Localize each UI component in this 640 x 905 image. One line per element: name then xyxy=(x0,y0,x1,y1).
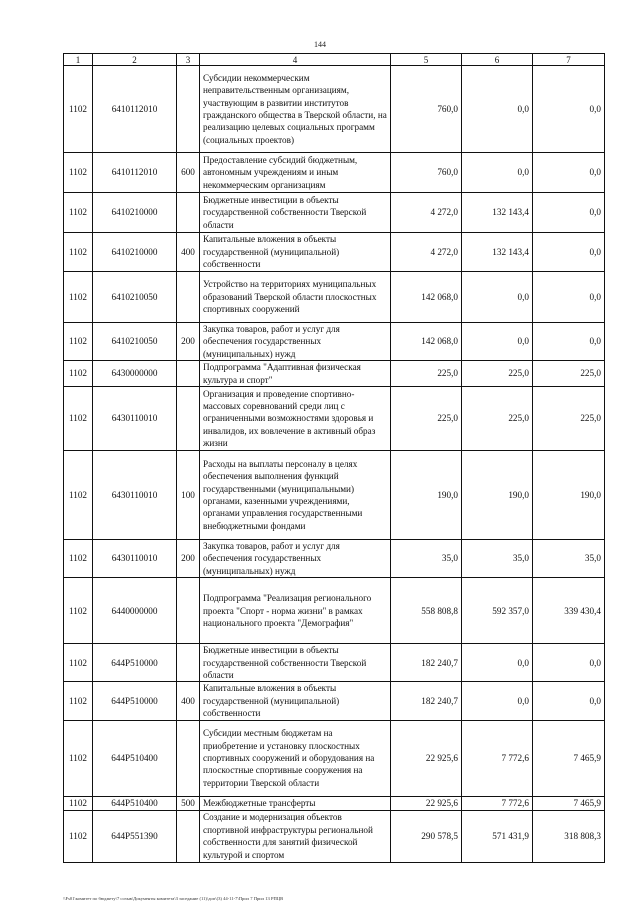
table-row xyxy=(64,193,605,233)
amount-col6-cell: 0,0 xyxy=(462,682,533,720)
expense-type-cell: 100 xyxy=(177,451,200,540)
expense-type-cell xyxy=(177,66,200,153)
amount-col6-cell: 7 772,6 xyxy=(462,720,533,796)
target-code-cell: 644P510400 xyxy=(93,796,177,810)
table-row xyxy=(64,796,605,810)
description-cell: Закупка товаров, работ и услуг для обеспечения государственных (муниципальных) нужд xyxy=(200,323,391,361)
amount-col5-cell: 225,0 xyxy=(391,387,462,451)
amount-col6-cell: 132 143,4 xyxy=(462,233,533,272)
amount-col7-cell: 0,0 xyxy=(533,193,605,233)
expense-type-cell: 200 xyxy=(177,540,200,578)
section-cell: 1102 xyxy=(64,387,93,451)
section-cell: 1102 xyxy=(64,720,93,796)
target-code-cell: 6410210000 xyxy=(93,193,177,233)
section-cell: 1102 xyxy=(64,810,93,862)
amount-col7-cell: 318 808,3 xyxy=(533,810,605,862)
target-code-cell: 6410210050 xyxy=(93,272,177,323)
amount-col6-cell: 0,0 xyxy=(462,644,533,682)
table-row xyxy=(64,720,605,796)
target-code-cell: 6430000000 xyxy=(93,361,177,387)
expense-type-cell xyxy=(177,720,200,796)
section-cell: 1102 xyxy=(64,451,93,540)
expense-type-cell: 600 xyxy=(177,153,200,193)
amount-col7-cell: 7 465,9 xyxy=(533,720,605,796)
target-code-cell: 6410210000 xyxy=(93,233,177,272)
table-row xyxy=(64,451,605,540)
header-col-1: 1 xyxy=(64,54,93,66)
target-code-cell: 6410210050 xyxy=(93,323,177,361)
section-cell: 1102 xyxy=(64,682,93,720)
table-header-row xyxy=(64,54,605,66)
expense-type-cell: 500 xyxy=(177,796,200,810)
expense-type-cell: 400 xyxy=(177,682,200,720)
expense-type-cell xyxy=(177,578,200,644)
table-row xyxy=(64,578,605,644)
description-cell: Организация и проведение спортивно-массовых соревнований среди лиц с ограниченными возможностями здоровья и инвалидов, их вовлечение в активный образ жизни xyxy=(200,387,391,451)
section-cell: 1102 xyxy=(64,66,93,153)
description-cell: Межбюджетные трансферты xyxy=(200,796,391,810)
amount-col5-cell: 558 808,8 xyxy=(391,578,462,644)
amount-col5-cell: 4 272,0 xyxy=(391,233,462,272)
amount-col6-cell: 0,0 xyxy=(462,323,533,361)
expense-type-cell xyxy=(177,361,200,387)
description-cell: Предоставление субсидий бюджетным, автономным учреждениям и иным некоммерческим организациям xyxy=(200,153,391,193)
expense-type-cell: 400 xyxy=(177,233,200,272)
target-code-cell: 6410112010 xyxy=(93,153,177,193)
amount-col5-cell: 142 068,0 xyxy=(391,272,462,323)
target-code-cell: 6410112010 xyxy=(93,66,177,153)
expense-type-cell xyxy=(177,644,200,682)
table-row xyxy=(64,387,605,451)
table-row xyxy=(64,153,605,193)
amount-col7-cell: 225,0 xyxy=(533,387,605,451)
amount-col6-cell: 225,0 xyxy=(462,361,533,387)
amount-col5-cell: 182 240,7 xyxy=(391,644,462,682)
amount-col6-cell: 225,0 xyxy=(462,387,533,451)
header-col-4: 4 xyxy=(200,54,391,66)
description-cell: Капитальные вложения в объекты государственной (муниципальной) собственности xyxy=(200,682,391,720)
description-cell: Субсидии некоммерческим неправительственным организациям, участвующим в развитии институтов гражданского общества в Тверской области, на реализацию целевых социальных программ (социальных проектов) xyxy=(200,66,391,153)
section-cell: 1102 xyxy=(64,796,93,810)
target-code-cell: 6430110010 xyxy=(93,387,177,451)
amount-col5-cell: 22 925,6 xyxy=(391,796,462,810)
amount-col6-cell: 35,0 xyxy=(462,540,533,578)
target-code-cell: 6430110010 xyxy=(93,540,177,578)
amount-col6-cell: 0,0 xyxy=(462,66,533,153)
header-col-3: 3 xyxy=(177,54,200,66)
amount-col6-cell: 190,0 xyxy=(462,451,533,540)
amount-col5-cell: 22 925,6 xyxy=(391,720,462,796)
description-cell: Подпрограмма "Реализация регионального проекта "Спорт - норма жизни" в рамках национального проекта "Демография" xyxy=(200,578,391,644)
amount-col5-cell: 142 068,0 xyxy=(391,323,462,361)
file-path-footer: \\Fs01\комитет по бюджету\7 созыв\Документы комитета\3 заседание (11)\доп\(3) 44-11-7\Прил 7 Прил 13 РПЦВ xyxy=(63,896,284,901)
amount-col7-cell: 0,0 xyxy=(533,233,605,272)
amount-col7-cell: 339 430,4 xyxy=(533,578,605,644)
amount-col6-cell: 592 357,0 xyxy=(462,578,533,644)
amount-col5-cell: 182 240,7 xyxy=(391,682,462,720)
amount-col7-cell: 35,0 xyxy=(533,540,605,578)
section-cell: 1102 xyxy=(64,233,93,272)
amount-col6-cell: 7 772,6 xyxy=(462,796,533,810)
section-cell: 1102 xyxy=(64,578,93,644)
amount-col7-cell: 0,0 xyxy=(533,272,605,323)
amount-col5-cell: 4 272,0 xyxy=(391,193,462,233)
section-cell: 1102 xyxy=(64,540,93,578)
description-cell: Бюджетные инвестиции в объекты государственной собственности Тверской области xyxy=(200,193,391,233)
amount-col6-cell: 132 143,4 xyxy=(462,193,533,233)
amount-col6-cell: 0,0 xyxy=(462,272,533,323)
amount-col7-cell: 0,0 xyxy=(533,66,605,153)
target-code-cell: 644P510000 xyxy=(93,682,177,720)
description-cell: Создание и модернизация объектов спортивной инфраструктуры региональной собственности для занятий физической культурой и спортом xyxy=(200,810,391,862)
table-row xyxy=(64,682,605,720)
table-row xyxy=(64,323,605,361)
amount-col5-cell: 225,0 xyxy=(391,361,462,387)
amount-col5-cell: 760,0 xyxy=(391,153,462,193)
amount-col7-cell: 190,0 xyxy=(533,451,605,540)
amount-col7-cell: 7 465,9 xyxy=(533,796,605,810)
amount-col7-cell: 0,0 xyxy=(533,323,605,361)
description-cell: Устройство на территориях муниципальных образований Тверской области плоскостных спортивных сооружений xyxy=(200,272,391,323)
target-code-cell: 6430110010 xyxy=(93,451,177,540)
page-number: 144 xyxy=(314,40,326,49)
section-cell: 1102 xyxy=(64,644,93,682)
target-code-cell: 644P551390 xyxy=(93,810,177,862)
amount-col6-cell: 571 431,9 xyxy=(462,810,533,862)
description-cell: Субсидии местным бюджетам на приобретение и установку плоскостных спортивных сооружений и оборудования на плоскостные спортивные сооружения на территории Тверской области xyxy=(200,720,391,796)
table-row xyxy=(64,272,605,323)
table-row xyxy=(64,644,605,682)
section-cell: 1102 xyxy=(64,361,93,387)
target-code-cell: 644P510000 xyxy=(93,644,177,682)
target-code-cell: 6440000000 xyxy=(93,578,177,644)
amount-col5-cell: 290 578,5 xyxy=(391,810,462,862)
target-code-cell: 644P510400 xyxy=(93,720,177,796)
description-cell: Закупка товаров, работ и услуг для обеспечения государственных (муниципальных) нужд xyxy=(200,540,391,578)
header-col-6: 6 xyxy=(462,54,533,66)
header-col-7: 7 xyxy=(533,54,605,66)
section-cell: 1102 xyxy=(64,272,93,323)
table-row xyxy=(64,540,605,578)
table-row xyxy=(64,233,605,272)
table-row xyxy=(64,361,605,387)
description-cell: Расходы на выплаты персоналу в целях обеспечения выполнения функций государственными (муниципальными) органами, казенными учреждениями, органами управления государственными внебюджетными фондами xyxy=(200,451,391,540)
expense-type-cell xyxy=(177,272,200,323)
expense-type-cell: 200 xyxy=(177,323,200,361)
header-col-5: 5 xyxy=(391,54,462,66)
amount-col7-cell: 0,0 xyxy=(533,153,605,193)
expense-type-cell xyxy=(177,193,200,233)
table-row xyxy=(64,810,605,862)
section-cell: 1102 xyxy=(64,153,93,193)
section-cell: 1102 xyxy=(64,323,93,361)
amount-col7-cell: 225,0 xyxy=(533,361,605,387)
description-cell: Капитальные вложения в объекты государственной (муниципальной) собственности xyxy=(200,233,391,272)
expense-type-cell xyxy=(177,810,200,862)
amount-col7-cell: 0,0 xyxy=(533,682,605,720)
description-cell: Подпрограмма "Адаптивная физическая культура и спорт" xyxy=(200,361,391,387)
amount-col5-cell: 760,0 xyxy=(391,66,462,153)
amount-col7-cell: 0,0 xyxy=(533,644,605,682)
amount-col6-cell: 0,0 xyxy=(462,153,533,193)
table-row xyxy=(64,66,605,153)
description-cell: Бюджетные инвестиции в объекты государственной собственности Тверской области xyxy=(200,644,391,682)
header-col-2: 2 xyxy=(93,54,177,66)
expense-type-cell xyxy=(177,387,200,451)
amount-col5-cell: 190,0 xyxy=(391,451,462,540)
budget-table xyxy=(63,53,605,863)
amount-col5-cell: 35,0 xyxy=(391,540,462,578)
section-cell: 1102 xyxy=(64,193,93,233)
